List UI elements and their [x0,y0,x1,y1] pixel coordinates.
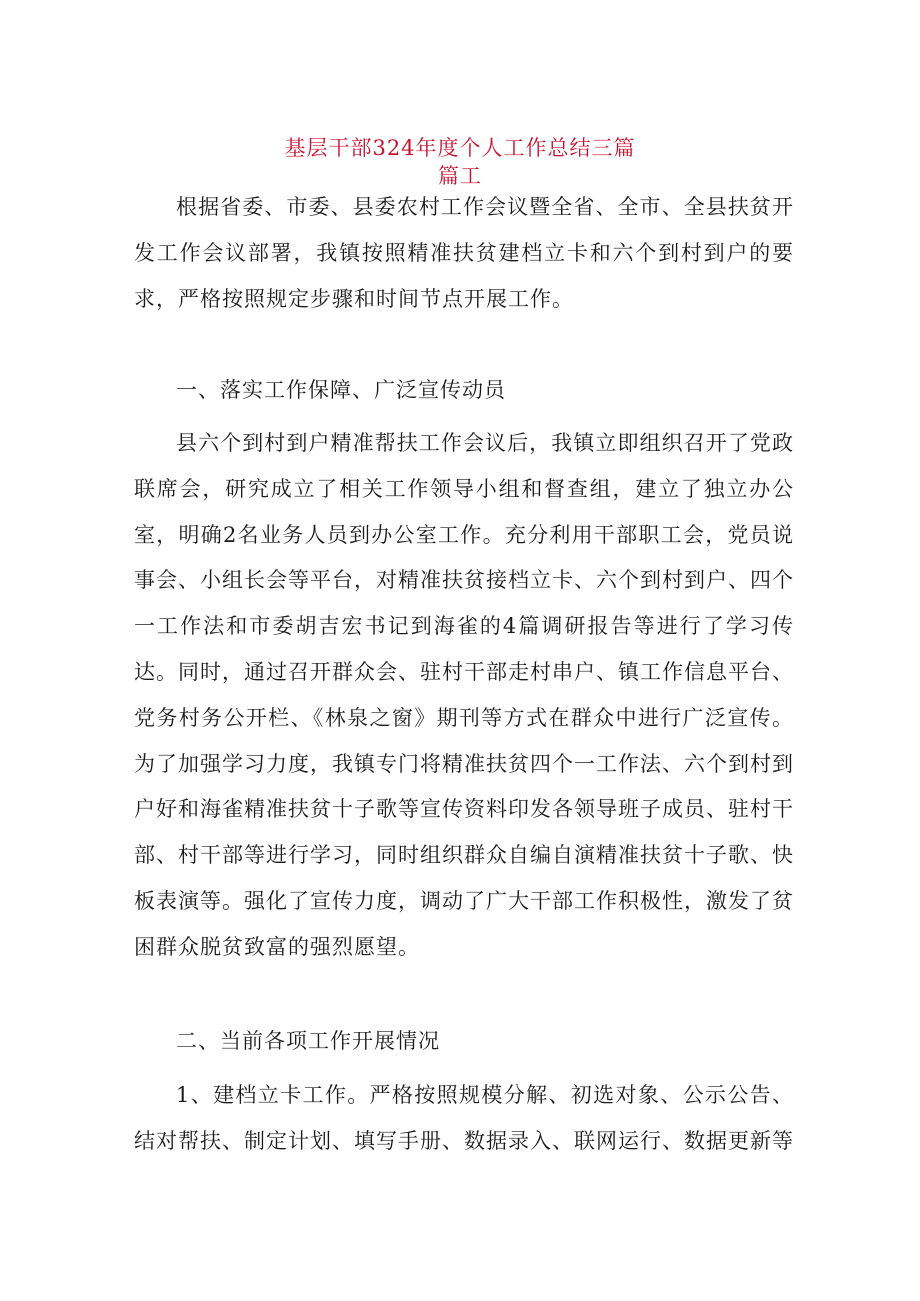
intro-paragraph: 根据省委、市委、县委农村工作会议暨全省、全市、全县扶贫开发工作会议部署，我镇按照精准扶贫建档立卡和六个到村到户的要求，严格按照规定步骤和时间节点开展工作。 [134,195,794,311]
section-1-paragraph: 县六个到村到户精准帮扶工作会议后，我镇立即组织召开了党政联席会，研究成立了相关工作领导小组和督查组，建立了独立办公室，明确2名业务人员到办公室工作。充分利用干部职工会，党员说事会、小组长会等平台，对精准扶贫接档立卡、六个到村到户、四个一工作法和市委胡吉宏书记到海雀的4篇调研报告等进行了学习传达。同时，通过召开群众会、驻村干部走村串户、镇工作信息平台、党务村务公开栏、《林泉之窗》期刊等方式在群众中进行广泛宣传。为了加强学习力度，我镇专门将精准扶贫四个一工作法、六个到村到户好和海雀精准扶贫十子歌等宣传资料印发各领导班子成员、驻村干部、村干部等进行学习，同时组织群众自编自演精准扶贫十子歌、快板表演等。强化了宣传力度，调动了广大干部工作积极性，激发了贫困群众脱贫致富的强烈愿望。 [134,431,794,959]
document-title: 基层干部324年度个人工作总结三篇 [284,136,636,160]
document-subtitle: 篇工 [438,164,482,188]
section-2-paragraph: 1、建档立卡工作。严格按照规模分解、初选对象、公示公告、结对帮扶、制定计划、填写手册、数据录入、联网运行、数据更新等 [134,1083,794,1153]
section-heading-1: 一、落实工作保障、广泛宣传动员 [176,378,506,402]
section-heading-2: 二、当前各项工作开展情况 [176,1029,440,1053]
